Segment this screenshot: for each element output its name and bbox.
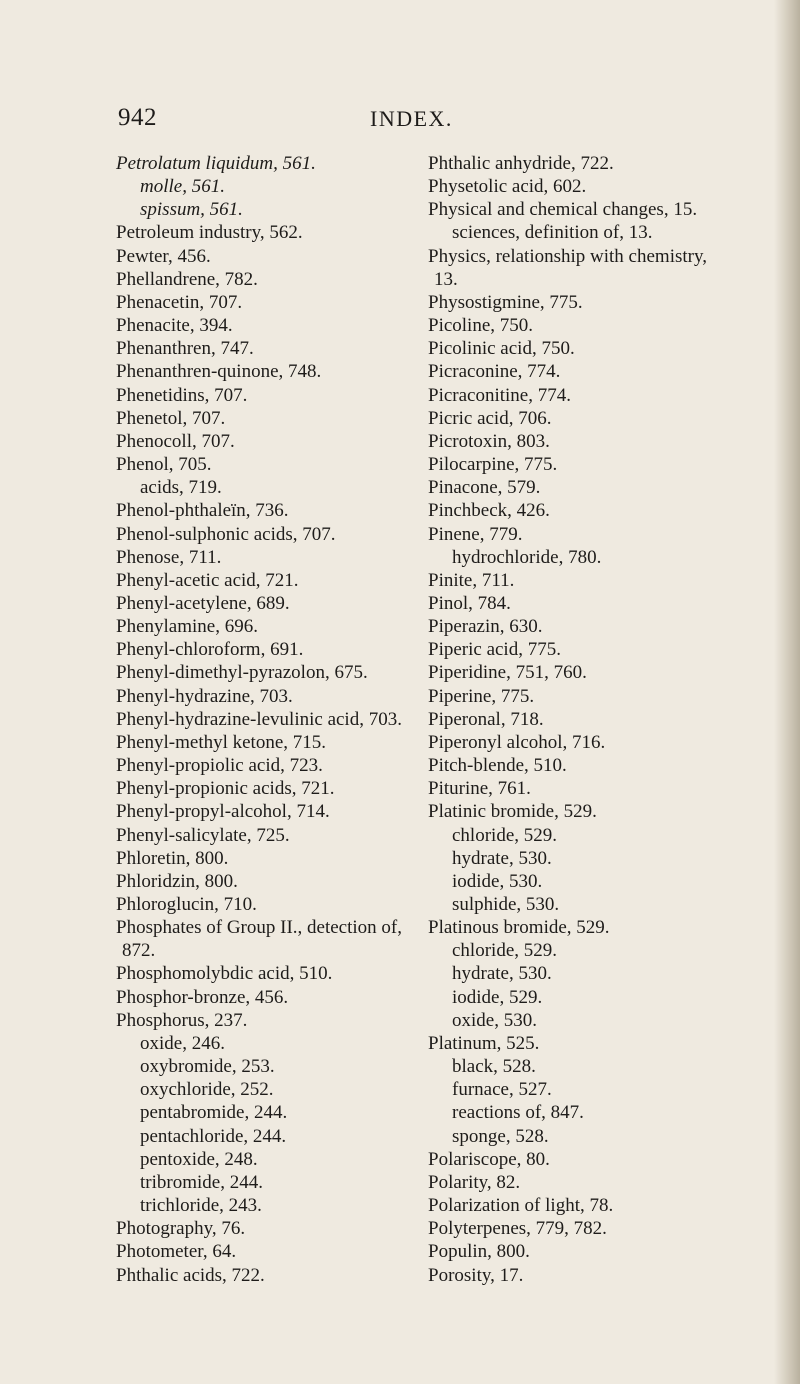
index-entry: Pewter, 456. xyxy=(116,245,211,267)
index-subentry: reactions of, 847. xyxy=(452,1102,584,1124)
index-entry: Phloridzin, 800. xyxy=(116,870,238,892)
index-entry: Phenyl-propionic acids, 721. xyxy=(116,778,335,800)
index-entry: Polariscope, 80. xyxy=(428,1148,550,1170)
index-subentry: hydrochloride, 780. xyxy=(452,546,602,568)
index-entry: Phenacite, 394. xyxy=(116,315,233,337)
index-entry: Pilocarpine, 775. xyxy=(428,454,558,476)
index-entry: Piperonyl alcohol, 716. xyxy=(428,731,606,753)
index-subentry: sulphide, 530. xyxy=(452,894,560,915)
index-entry: Phenose, 711. xyxy=(116,546,222,568)
index-entry: Phenyl-acetylene, 689. xyxy=(116,592,290,614)
index-entry: Pinite, 711. xyxy=(428,569,515,591)
index-entry: Piperidine, 751, 760. xyxy=(428,662,587,684)
index-subentry: pentabromide, 244. xyxy=(140,1102,288,1124)
index-entry: Phenyl-propyl-alcohol, 714. xyxy=(116,801,330,823)
index-entry: Phloroglucin, 710. xyxy=(116,894,257,915)
index-entry: Pitch-blende, 510. xyxy=(428,755,567,777)
index-entry: Phenetol, 707. xyxy=(116,407,226,429)
index-entry: Petrolatum liquidum, 561. xyxy=(116,153,316,174)
index-entry: Photometer, 64. xyxy=(116,1241,237,1263)
page-number: 942 xyxy=(118,104,157,131)
index-subentry: molle, 561. xyxy=(140,176,225,198)
index-entry: Pinene, 779. xyxy=(428,523,523,545)
index-entry: Pinchbeck, 426. xyxy=(428,500,550,522)
index-entry: Phenyl-hydrazine-levulinic acid, 703. xyxy=(116,708,402,730)
index-entry: Phenol, 705. xyxy=(116,454,212,476)
index-subentry: pentachloride, 244. xyxy=(140,1125,287,1147)
index-subentry: tribromide, 244. xyxy=(140,1171,263,1193)
index-subentry: iodide, 529. xyxy=(452,986,543,1008)
index-subentry: sciences, definition of, 13. xyxy=(452,222,653,244)
index-entry: Polarity, 82. xyxy=(428,1171,521,1193)
index-entry: Physostigmine, 775. xyxy=(428,291,583,313)
index-subentry: oxybromide, 253. xyxy=(140,1056,275,1078)
index-entry: Phenyl-propiolic acid, 723. xyxy=(116,755,323,777)
index-entry: Phenyl-chloroform, 691. xyxy=(116,639,304,661)
index-entry: Picrotoxin, 803. xyxy=(428,430,550,452)
index-entry: Phenanthren-quinone, 748. xyxy=(116,361,322,383)
index-entry: Piperazin, 630. xyxy=(428,616,543,638)
index-subentry: hydrate, 530. xyxy=(452,847,552,869)
index-entry: Platinum, 525. xyxy=(428,1032,540,1054)
index-entry: Petroleum industry, 562. xyxy=(116,222,303,244)
index-subentry: black, 528. xyxy=(452,1056,536,1078)
index-entry: Piperic acid, 775. xyxy=(428,639,561,661)
index-entry: Phthalic anhydride, 722. xyxy=(428,153,614,174)
index-subentry: trichloride, 243. xyxy=(140,1195,262,1217)
index-entry: Polyterpenes, 779, 782. xyxy=(428,1218,607,1240)
index-entry: Phenyl-salicylate, 725. xyxy=(116,824,290,846)
running-head: INDEX. xyxy=(370,106,453,131)
index-entry: Physical and chemical changes, 15. xyxy=(428,199,698,221)
index-entry: Phellandrene, 782. xyxy=(116,268,258,290)
index-entry: Pinacone, 579. xyxy=(428,477,541,499)
index-entry: Picraconine, 774. xyxy=(428,361,561,383)
index-entry: Piturine, 761. xyxy=(428,778,531,800)
index-subentry: furnace, 527. xyxy=(452,1079,552,1101)
index-entry: Phenyl-methyl ketone, 715. xyxy=(116,731,327,753)
index-subentry: iodide, 530. xyxy=(452,870,543,892)
index-entry: Phenyl-dimethyl-pyrazolon, 675. xyxy=(116,662,368,684)
index-entry: Populin, 800. xyxy=(428,1241,530,1263)
index-subentry: acids, 719. xyxy=(140,477,222,499)
index-column-right xyxy=(428,152,786,1287)
index-entry: Phenacetin, 707. xyxy=(116,291,243,313)
index-subentry: spissum, 561. xyxy=(140,199,243,221)
index-entry: Polarization of light, 78. xyxy=(428,1195,614,1217)
index-entry: Platinous bromide, 529. xyxy=(428,917,610,939)
index-subentry: oxychloride, 252. xyxy=(140,1079,274,1101)
index-entry: Phenyl-hydrazine, 703. xyxy=(116,685,293,707)
index-entry: Photography, 76. xyxy=(116,1218,246,1240)
index-subentry: oxide, 530. xyxy=(452,1009,537,1031)
index-entry: Picraconitine, 774. xyxy=(428,384,571,406)
index-subentry: oxide, 246. xyxy=(140,1032,225,1054)
index-entry: Porosity, 17. xyxy=(428,1264,524,1286)
index-entry: Phenol-sulphonic acids, 707. xyxy=(116,523,336,545)
index-entry: Phenyl-acetic acid, 721. xyxy=(116,569,299,591)
index-entry: Phenetidins, 707. xyxy=(116,384,248,406)
index-entry: Physetolic acid, 602. xyxy=(428,176,587,198)
index-entry: Phenol-phthaleïn, 736. xyxy=(116,500,289,522)
index-entry-continuation: 13. xyxy=(434,268,458,290)
index-entry-continuation: 872. xyxy=(122,940,156,962)
index-entry: Phosphorus, 237. xyxy=(116,1009,248,1031)
index-entry: Platinic bromide, 529. xyxy=(428,801,597,823)
index-entry: Phenanthren, 747. xyxy=(116,338,254,360)
index-entry: Phenocoll, 707. xyxy=(116,430,235,452)
index-subentry: sponge, 528. xyxy=(452,1125,549,1147)
index-entry: Physics, relationship with chemistry, xyxy=(428,245,707,267)
index-entry: Phthalic acids, 722. xyxy=(116,1264,265,1286)
index-entry: Phloretin, 800. xyxy=(116,847,229,869)
index-entry: Piperine, 775. xyxy=(428,685,535,707)
index-column-left xyxy=(116,152,432,1287)
index-entry: Phosphomolybdic acid, 510. xyxy=(116,963,333,985)
index-entry: Pinol, 784. xyxy=(428,592,511,614)
index-subentry: chloride, 529. xyxy=(452,824,558,846)
index-subentry: hydrate, 530. xyxy=(452,963,552,985)
index-entry: Picolinic acid, 750. xyxy=(428,338,575,360)
index-entry: Phosphor-bronze, 456. xyxy=(116,986,289,1008)
index-entry: Phosphates of Group II., detection of, xyxy=(116,917,402,939)
index-subentry: chloride, 529. xyxy=(452,940,558,962)
index-entry: Picoline, 750. xyxy=(428,315,534,337)
index-entry: Piperonal, 718. xyxy=(428,708,544,730)
index-entry: Phenylamine, 696. xyxy=(116,616,258,638)
index-subentry: pentoxide, 248. xyxy=(140,1148,258,1170)
index-entry: Picric acid, 706. xyxy=(428,407,552,429)
